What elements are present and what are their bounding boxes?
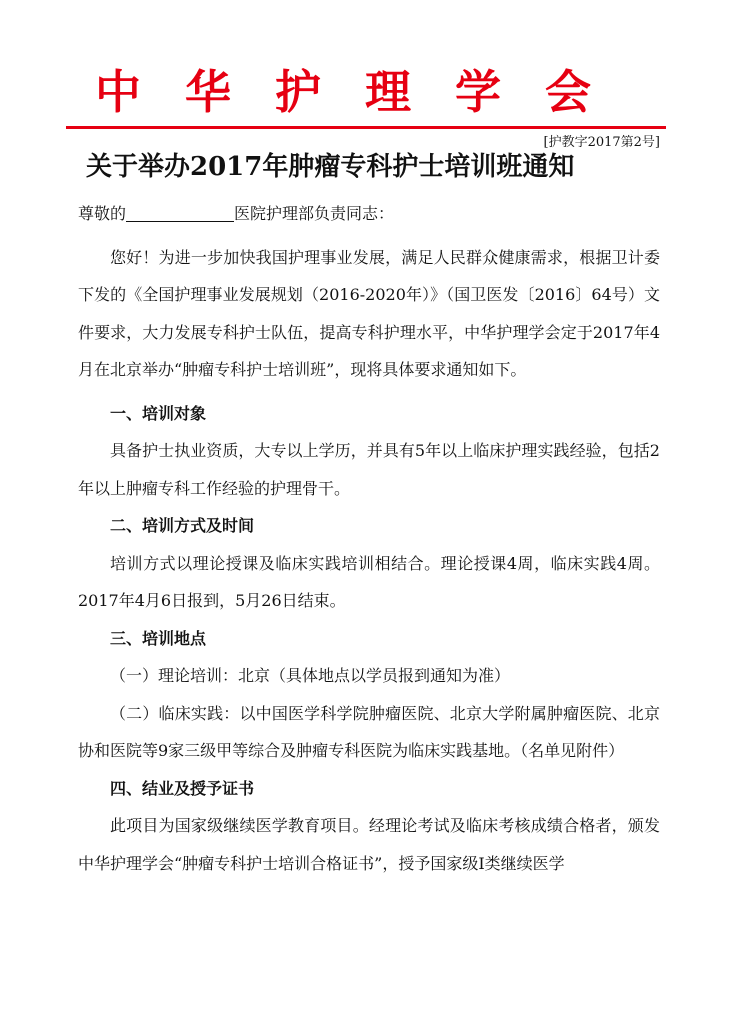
intro-paragraph: 您好！为进一步加快我国护理事业发展，满足人民群众健康需求，根据卫计委下发的《全国护理事业发展规划（2016-2020年）》（国卫医发〔2016〕64号）文件要求，大力发展专科护士队伍，提高专科护理水平，中华护理学会定于2017年4月在北京举办“肿瘤专科护士培训班”，现将具体要求通知如下。 [78, 247, 660, 379]
hospital-name-blank [126, 203, 234, 222]
location-item-theory: （一）理论培训：北京（具体地点以学员报到通知为准） [110, 666, 511, 685]
header-divider [66, 126, 666, 129]
location-item-clinical: （二）临床实践：以中国医学科学院肿瘤医院、北京大学附属肿瘤医院、北京协和医院等9家三级甲等综合及肿瘤专科医院为临床实践基地。（名单见附件） [78, 703, 660, 760]
notice-title: 关于举办2017年肿瘤专科护士培训班通知 [86, 152, 575, 182]
document-number: [护教字2017第2号] [543, 135, 660, 150]
section-text-trainees: 具备护士执业资质，大专以上学历，并具有5年以上临床护理实践经验，包括2年以上肿瘤专科工作经验的护理骨干。 [78, 441, 660, 498]
section-text-method: 培训方式以理论授课及临床实践培训相结合。理论授课4周，临床实践4周。2017年4月6日报到，5月26日结束。 [78, 553, 660, 610]
section-heading-trainees: 一、培训对象 [110, 403, 207, 423]
salutation [78, 195, 660, 233]
section-heading-location: 三、培训地点 [110, 628, 207, 648]
notice-body [78, 195, 660, 882]
salutation-prefix: 尊敬的 [78, 204, 127, 223]
section-heading-method: 二、培训方式及时间 [110, 516, 255, 535]
section-heading-certificate: 四、结业及授予证书 [110, 778, 255, 798]
salutation-suffix: 医院护理部负责同志： [234, 204, 395, 223]
section-text-certificate: 此项目为国家级继续医学教育项目。经理论考试及临床考核成绩合格者，颁发中华护理学会“肿瘤专科护士培训合格证书”，授予国家级Ⅰ类继续医学 [78, 816, 660, 873]
organization-name: 中华护理学会 [95, 65, 635, 119]
